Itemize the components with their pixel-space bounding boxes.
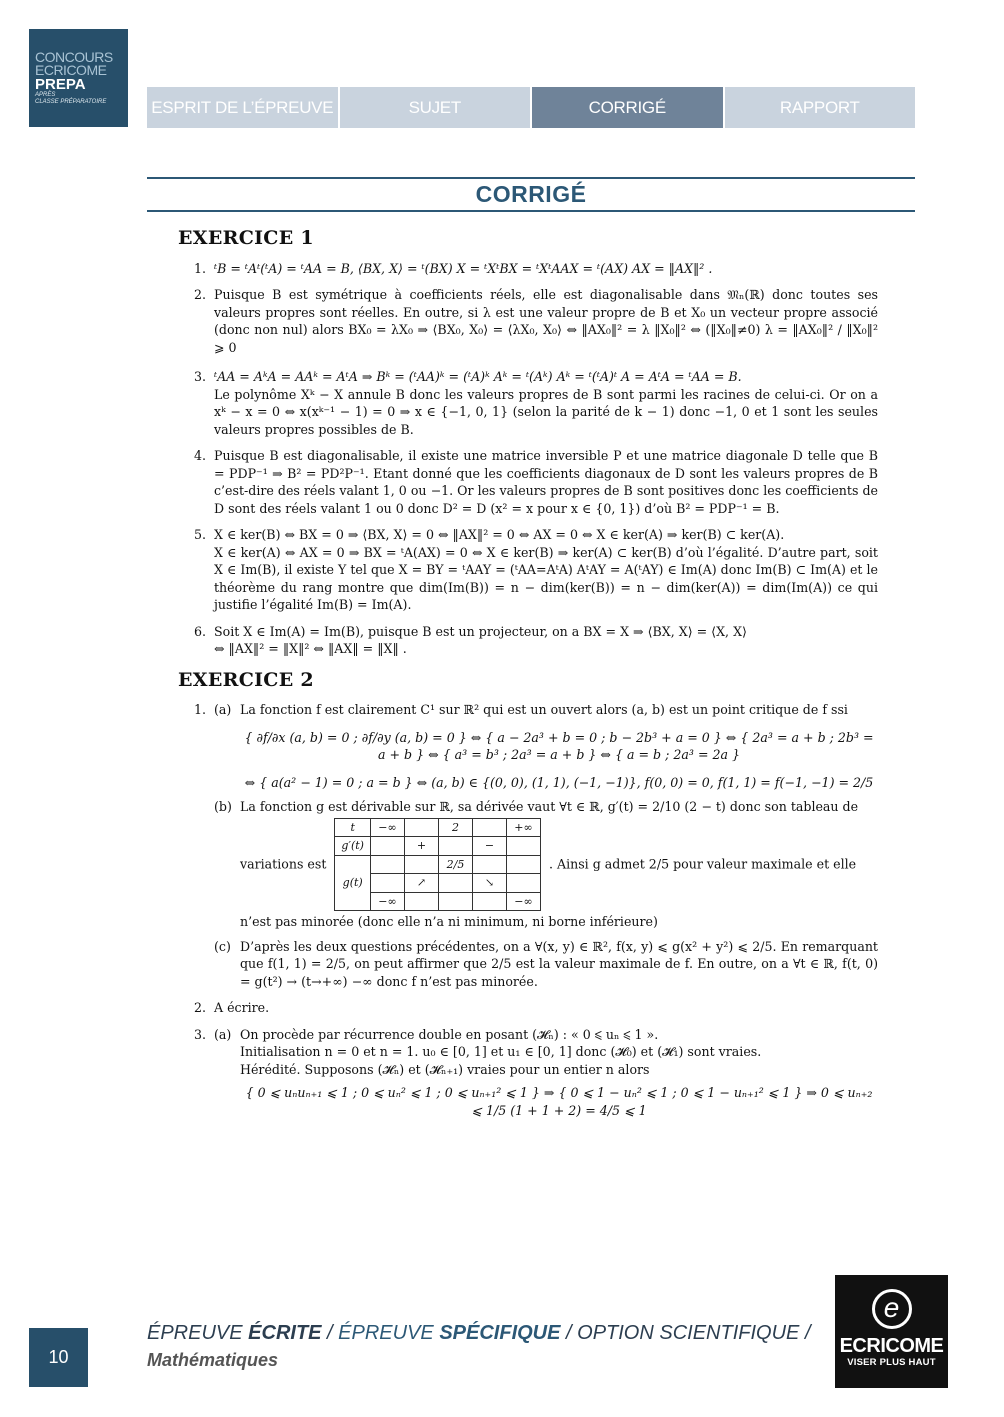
table-cell: 2/5	[438, 855, 472, 874]
table-cell: g(t)	[335, 855, 371, 911]
table-cell	[472, 818, 506, 837]
exercice2-list	[194, 701, 878, 1119]
item-text: A écrire.	[214, 1000, 270, 1015]
ecricome-logo	[835, 1275, 948, 1388]
list-item	[194, 260, 878, 278]
table-cell	[438, 892, 472, 911]
tab-rapport[interactable]: RAPPORT	[725, 87, 916, 128]
section-title-bar	[147, 177, 915, 212]
list-item	[194, 623, 878, 658]
item-number: 4.	[194, 448, 207, 463]
item-text: X ∈ ker(B) ⇔ BX = 0 ⇒ ⟨BX, X⟩ = 0 ⇔ ‖AX‖² = 0 ⇔ AX = 0 ⇔ X ∈ ker(A) ⇒ ker(B) ⊂ ker(A).	[214, 527, 785, 542]
sub-text: D’après les deux questions précédentes, on a ∀(x, y) ∈ ℝ², f(x, y) ⩽ g(x² + y²) ⩽ 2/5. En remarquant que f(1, 1) = 2/5, on peut affirmer que 2/5 est la valeur maximale de f. En outre, on a ∀t ∈ ℝ, f(t, 0) = g(t²) → (t→+∞) −∞ donc f n’est pas minorée.	[240, 938, 878, 989]
sub-text: . Ainsi g admet 2/5 pour valeur maximale et elle	[548, 855, 857, 871]
sub-question-c	[214, 938, 878, 991]
list-item	[194, 368, 878, 438]
table-cell: −∞	[506, 892, 540, 911]
item-text: Puisque B est diagonalisable, il existe une matrice inversible P et une matrice diagonale D telle que B = PDP⁻¹ ⇒ B² = PD²P⁻¹. Etant donné que les coefficients diagonaux de D sont les valeurs propres de B c’est-dire des réels valant 1, 0 ou −1. Or les valeurs propres de B sont positives donc les coefficients de D sont des réels valant 1 ou 0 donc D² = D (x² = x pour x ∈ {0, 1}) d’où B² = PDP⁻¹ = B.	[214, 448, 878, 516]
footer-subject: Mathématiques	[147, 1350, 279, 1370]
item-text: Puisque B est symétrique à coefficients réels, elle est diagonalisable dans 𝔐ₙ(ℝ) donc toutes ses valeurs propres sont réelles. En outre, si λ est une valeur propre de B et X₀ un vecteur propre associé (donc non nul) alors BX₀ = λX₀ ⇒ ⟨BX₀, X₀⟩ = ⟨λX₀, X₀⟩ ⇔ ‖AX₀‖² = λ ‖X₀‖² ⇔ (‖X₀‖≠0) λ = ‖AX₀‖² / ‖X₀‖² ⩾ 0	[214, 287, 878, 355]
item-text-continued: X ∈ ker(A) ⇔ AX = 0 ⇒ BX = ᵗA(AX) = 0 ⇔ X ∈ ker(B) ⇒ ker(A) ⊂ ker(B) d’où l’égalité. D’autre part, soit X ∈ Im(B), il existe Y tel que X = BY = ᵗAAY = (ᵗAA=AᵗA) AᵗAY = A(ᵗAY) ∈ Im(A) donc Im(B) ⊂ Im(A) et le théorème du rang montre que dim(Im(B)) = n − dim(ker(B)) = n − dim(ker(A)) = dim(Im(A)) ce qui justifie l’égalité Im(B) = Im(A).	[214, 544, 878, 612]
footer-separator: /	[321, 1322, 339, 1344]
sub-text: Hérédité. Supposons (𝓗ₙ) et (𝓗ₙ₊₁) vraies pour un entier n alors	[240, 1061, 650, 1077]
logo-line-ecricome: ECRICOME	[35, 62, 107, 78]
footer-text: ÉPREUVE	[147, 1322, 249, 1344]
table-cell: 2	[438, 818, 472, 837]
list-item	[194, 526, 878, 614]
item-number: 2.	[194, 1000, 207, 1015]
document-body	[178, 227, 878, 1128]
table-cell: −∞	[370, 892, 404, 911]
logo-line-concours: CONCOURS	[35, 49, 113, 65]
table-cell	[506, 874, 540, 893]
sub-label: (a)	[214, 702, 232, 717]
footer-text: ÉPREUVE	[338, 1322, 440, 1344]
equation-system: { 0 ⩽ uₙuₙ₊₁ ⩽ 1 ; 0 ⩽ uₙ² ⩽ 1 ; 0 ⩽ uₙ₊₁² ⩽ 1 } ⇒ { 0 ⩽ 1 − uₙ² ⩽ 1 ; 0 ⩽ 1 − uₙ₊₁² ⩽ 1 } ⇒ 0 ⩽ uₙ₊₂ ⩽ 1/5 (1 + 1 + 2) = 4/5 ⩽ 1	[245, 1085, 873, 1118]
footer-text: ÉCRITE	[248, 1322, 322, 1344]
logo-line-apres: APRÈS	[35, 92, 56, 98]
list-item	[194, 447, 878, 517]
table-cell	[370, 855, 404, 874]
table-cell: t	[335, 818, 371, 837]
sub-label: (a)	[214, 1026, 232, 1042]
brand-name: ECRICOME	[839, 1335, 944, 1357]
table-cell	[506, 837, 540, 856]
sub-label: (c)	[214, 938, 231, 954]
page-title: CORRIGÉ	[475, 181, 587, 207]
table-cell	[370, 837, 404, 856]
table-cell	[404, 892, 438, 911]
table-cell: −	[472, 837, 506, 856]
list-item	[194, 1026, 878, 1120]
item-number: 5.	[194, 527, 207, 542]
item-text: Soit X ∈ Im(A) = Im(B), puisque B est un projecteur, on a BX = X ⇒ ⟨BX, X⟩ = ⟨X, X⟩	[214, 623, 747, 639]
table-cell	[404, 855, 438, 874]
item-number: 3.	[194, 369, 207, 384]
sub-question-a	[214, 1026, 878, 1120]
table-cell	[472, 892, 506, 911]
sub-question-a	[214, 701, 878, 791]
footer-separator: /	[799, 1322, 811, 1344]
sub-text: Initialisation n = 0 et n = 1. u₀ ∈ [0, 1] et u₁ ∈ [0, 1] donc (𝓗₀) et (𝓗₁) sont vraies.	[240, 1044, 762, 1059]
item-text-continued: ⇔ ‖AX‖² = ‖X‖² ⇔ ‖AX‖ = ‖X‖ .	[214, 641, 407, 656]
table-cell	[438, 837, 472, 856]
brand-tagline: VISER PLUS HAUT	[847, 1357, 936, 1368]
exercice1-title: EXERCICE 1	[178, 227, 314, 249]
item-number: 2.	[194, 287, 207, 302]
arrow-up-icon: ↗	[404, 874, 438, 893]
item-text-continued: Le polynôme Xᵏ − X annule B donc les valeurs propres de B sont parmi les racines de celui-ci. Or on a xᵏ − x = 0 ⇔ x(xᵏ⁻¹ − 1) = 0 ⇒ x ∈ {−1, 0, 1} (selon la parité de k − 1) donc −1, 0 et 1 sont les seules valeurs propres possibles de B.	[214, 386, 878, 437]
item-number: 3.	[194, 1026, 207, 1042]
tab-sujet[interactable]: SUJET	[340, 87, 531, 128]
table-cell: g′(t)	[335, 837, 371, 856]
item-number: 1.	[194, 702, 207, 717]
list-item	[194, 999, 878, 1017]
list-item	[194, 286, 878, 356]
tab-esprit[interactable]: ESPRIT DE L’ÉPREUVE	[147, 87, 338, 128]
sub-label: (b)	[214, 799, 232, 814]
section-tabs	[147, 87, 915, 128]
sub-text: variations est	[240, 855, 327, 871]
footer-separator: /	[560, 1322, 578, 1344]
equation-result: ⇔ { a(a² − 1) = 0 ; a = b } ⇔ (a, b) ∈ {(0, 0), (1, 1), (−1, −1)}, f(0, 0) = 0, f(1, 1) = f(−1, −1) = 2/5	[244, 774, 874, 790]
item-text: ᵗB = ᵗAᵗ(ᵗA) = ᵗAA = B, ⟨BX, X⟩ = ᵗ(BX) X = ᵗXᵗBX = ᵗXᵗAAX = ᵗ(AX) AX = ‖AX‖² .	[214, 260, 713, 276]
concours-logo	[29, 29, 128, 127]
arrow-down-icon: ↘	[472, 874, 506, 893]
table-cell	[404, 818, 438, 837]
sub-text: n’est pas minorée (donc elle n’a ni minimum, ni borne inférieure)	[240, 914, 658, 929]
list-item	[194, 701, 878, 990]
sub-text: La fonction g est dérivable sur ℝ, sa dérivée vaut ∀t ∈ ℝ, g′(t) = 2/10 (2 − t) donc son tableau de	[240, 799, 859, 814]
item-text: ᵗAA = AᵏA = AAᵏ = AᵗA ⇒ Bᵏ = (ᵗAA)ᵏ = (ᵗA)ᵏ Aᵏ = ᵗ(Aᵏ) Aᵏ = ᵗ(ᵗA)ᵗ A = AᵗA = ᵗAA = B.	[214, 369, 742, 384]
page-number: 10	[29, 1328, 88, 1387]
footer-text: OPTION SCIENTIFIQUE	[577, 1322, 800, 1344]
variation-table	[334, 818, 541, 912]
sub-question-b	[214, 798, 878, 931]
table-cell	[472, 855, 506, 874]
variation-row	[240, 818, 878, 912]
sub-text: On procède par récurrence double en posant (𝓗ₙ) : « 0 ⩽ uₙ ⩽ 1 ».	[240, 1026, 659, 1042]
table-cell: +∞	[506, 818, 540, 837]
sub-text: La fonction f est clairement C¹ sur ℝ² qui est un ouvert alors (a, b) est un point critique de f ssi	[240, 702, 848, 717]
ecricome-e-icon: e	[872, 1289, 912, 1329]
exercice2-title: EXERCICE 2	[178, 668, 314, 691]
item-number: 6.	[194, 623, 207, 639]
table-cell	[438, 874, 472, 893]
logo-line-classe: CLASSE PRÉPARATOIRE	[35, 99, 107, 105]
exercice1-list	[194, 260, 878, 658]
equation-system: { ∂f/∂x (a, b) = 0 ; ∂f/∂y (a, b) = 0 } ⇔ { a − 2a³ + b = 0 ; b − 2b³ + a = 0 } ⇔ { 2a³ = a + b ; 2b³ = a + b } ⇔ { a³ = b³ ; 2a³ = a + b } ⇔ { a = b ; 2a³ = 2a }	[244, 729, 874, 762]
footer-exam-type	[147, 1322, 811, 1345]
table-cell	[370, 874, 404, 893]
table-cell	[506, 855, 540, 874]
item-number: 1.	[194, 260, 207, 276]
footer-text: SPÉCIFIQUE	[439, 1322, 561, 1344]
tab-corrige[interactable]: CORRIGÉ	[532, 87, 723, 128]
logo-line-prepa: PREPA	[35, 76, 86, 93]
table-cell: +	[404, 837, 438, 856]
table-cell: −∞	[370, 818, 404, 837]
